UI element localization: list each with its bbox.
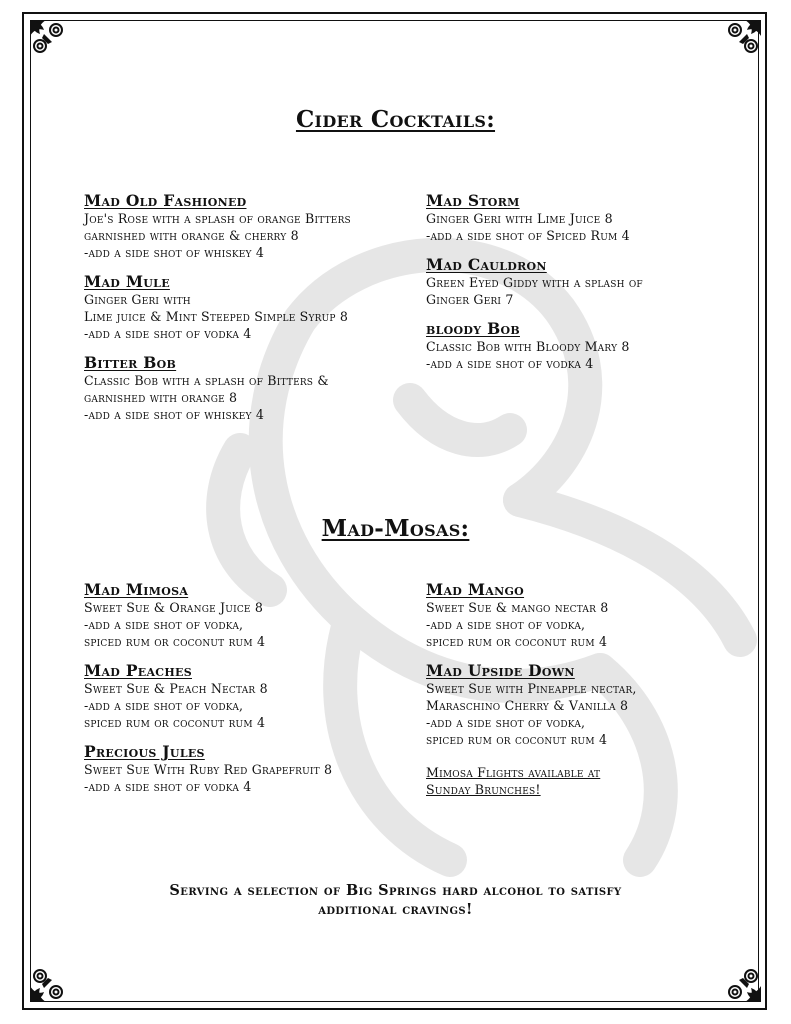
menu-item — [426, 581, 756, 650]
mosa-left-column — [84, 581, 414, 807]
item-description: Ginger Geri 7 — [426, 292, 514, 307]
item-name: Mad Mango — [426, 580, 525, 599]
note-line: Mimosa Flights available at — [426, 765, 601, 780]
footer-note — [100, 881, 691, 919]
item-description: Lime juice & Mint Steeped Simple Syrup 8 — [84, 309, 349, 324]
item-description: Sweet Sue With Ruby Red Grapefruit 8 — [84, 762, 333, 777]
item-addon: -add a side shot of whiskey 4 — [84, 245, 265, 260]
item-description: Joe's Rose with a splash of orange Bitters — [84, 211, 351, 226]
item-name: Mad Mule — [84, 272, 170, 291]
menu-item — [426, 192, 756, 244]
item-description: garnished with orange & cherry 8 — [84, 228, 299, 243]
footer-line: Serving a selection of Big Springs hard alcohol to satisfy — [169, 882, 622, 899]
mosa-right-column — [426, 581, 756, 798]
menu-item — [84, 192, 414, 261]
item-description: Maraschino Cherry & Vanilla 8 — [426, 698, 629, 713]
cider-right-column — [426, 192, 756, 384]
menu-item — [84, 354, 414, 423]
fleur-de-lis-scroll-icon — [721, 16, 765, 60]
item-addon: spiced rum or coconut rum 4 — [426, 732, 608, 747]
item-addon: spiced rum or coconut rum 4 — [84, 715, 266, 730]
note-line: Sunday Brunches! — [426, 782, 541, 797]
item-description: Ginger Geri with — [84, 292, 191, 307]
item-addon: -add a side shot of vodka 4 — [84, 326, 252, 341]
mimosa-flights-note — [426, 764, 756, 798]
item-name: bloody Bob — [426, 319, 520, 338]
item-description: Ginger Geri with Lime Juice 8 — [426, 211, 613, 226]
menu-item — [84, 581, 414, 650]
item-addon: -add a side shot of vodka, — [84, 698, 244, 713]
menu-item — [84, 273, 414, 342]
menu-item — [84, 743, 414, 795]
section-title-cider-cocktails: Cider Cocktails: — [295, 106, 496, 133]
fleur-de-lis-scroll-icon — [721, 962, 765, 1006]
menu-item — [84, 662, 414, 731]
cider-left-column — [84, 192, 414, 435]
item-name: Mad Storm — [426, 191, 520, 210]
item-description: Sweet Sue & Peach Nectar 8 — [84, 681, 268, 696]
menu-item — [426, 320, 756, 372]
fleur-de-lis-scroll-icon — [26, 16, 70, 60]
item-addon: -add a side shot of Spiced Rum 4 — [426, 228, 630, 243]
fleur-de-lis-scroll-icon — [26, 962, 70, 1006]
item-name: Mad Old Fashioned — [84, 191, 247, 210]
menu-item — [426, 256, 756, 308]
item-addon: -add a side shot of vodka, — [84, 617, 244, 632]
item-name: Bitter Bob — [84, 353, 177, 372]
item-addon: -add a side shot of vodka 4 — [426, 356, 594, 371]
item-description: Sweet Sue with Pineapple nectar, — [426, 681, 637, 696]
item-name: Precious Jules — [84, 742, 205, 761]
item-addon: spiced rum or coconut rum 4 — [84, 634, 266, 649]
section-title-mad-mosas: Mad-Mosas: — [321, 515, 470, 542]
item-description: Sweet Sue & Orange Juice 8 — [84, 600, 264, 615]
item-name: Mad Peaches — [84, 661, 192, 680]
item-addon: -add a side shot of vodka, — [426, 715, 586, 730]
item-addon: spiced rum or coconut rum 4 — [426, 634, 608, 649]
item-description: Green Eyed Giddy with a splash of — [426, 275, 643, 290]
item-description: Sweet Sue & mango nectar 8 — [426, 600, 609, 615]
menu-item — [426, 662, 756, 748]
item-description: Classic Bob with Bloody Mary 8 — [426, 339, 630, 354]
item-addon: -add a side shot of vodka 4 — [84, 779, 252, 794]
item-name: Mad Upside Down — [426, 661, 575, 680]
item-name: Mad Cauldron — [426, 255, 547, 274]
item-name: Mad Mimosa — [84, 580, 189, 599]
footer-line: additional cravings! — [318, 901, 473, 918]
item-addon: -add a side shot of whiskey 4 — [84, 407, 265, 422]
item-description: Classic Bob with a splash of Bitters & — [84, 373, 329, 388]
item-description: garnished with orange 8 — [84, 390, 238, 405]
item-addon: -add a side shot of vodka, — [426, 617, 586, 632]
